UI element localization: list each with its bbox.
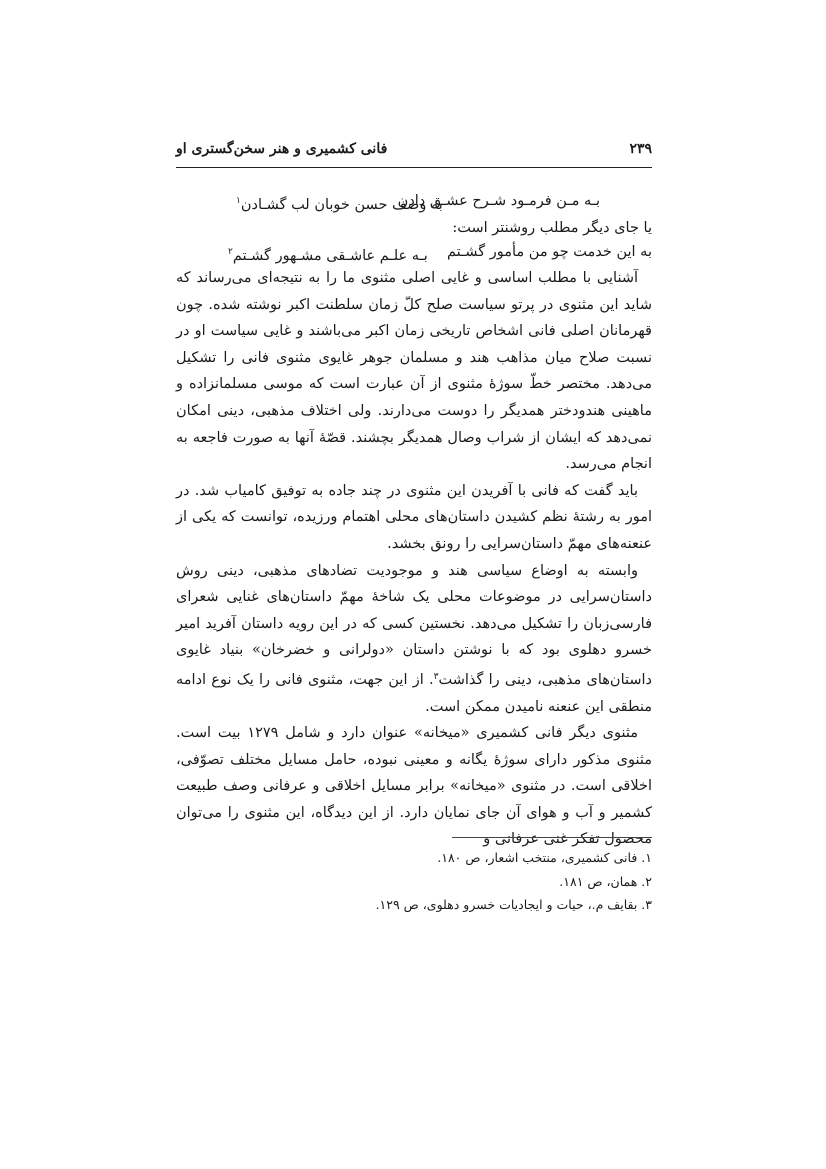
body-text <box>176 265 652 853</box>
verse-2-second-text: بـه علـم عاشـقی مشـهور گشـتم <box>232 248 428 264</box>
footnote-3: ۳. بقایف م.، حیات و ایجادیات خسرو دهلوی، ص ۱۲۹. <box>375 897 652 912</box>
running-header <box>176 137 652 168</box>
intro-line: یا جای دیگر مطلب روشنتر است: <box>452 220 652 236</box>
verse-1-second-hemistich <box>236 190 443 216</box>
paragraph-2: باید گفت که فانی با آفریدن این مثنوی در چند جاده به توفیق کامیاب شد. در امور به رشتۀ نظم کشیدن داستان‌های محلی اهتمام ورزیده، توانست که یکی از عنعنه‌های مهمّ داستان‌سرایی را رونق بخشد. <box>176 482 652 552</box>
footnote-separator <box>452 837 652 838</box>
verse-couplet-2 <box>176 241 652 263</box>
paragraph-1: آشنایی با مطلب اساسی و غایی اصلی مثنوی ما را به نتیجه‌ای می‌رساند که شاید این مثنوی در پرتو سیاست صلح کلّ زمان سلطنت اکبر نوشته شده. چون قهرمانان اصلی فانی اشخاص تاریخی زمان اکبر می‌باشند و غایی سیاست او در نسبت صلاح میان مذاهب هند و مسلمان جوهر غایوی مثنوی فانی را تشکیل می‌دهد. مختصر خطّ سوژۀ مثنوی از آن عبارت است که موسی مسلمانزاده و ماهینی هندودختر همدیگر را دوست می‌دارند. ولی اختلاف مذهبی، دینی امکان نمی‌دهد که ایشان از شراب وصال همدیگر بچشند. قصّۀ آنها به صورت فاجعه به انجام می‌رسد. <box>176 270 652 473</box>
footnotes <box>300 846 652 917</box>
paragraph-3-end: . از این جهت، مثنوی فانی را یک نوع ادامه منطقی این عنعنه نامیدن ممکن است. <box>176 671 652 715</box>
footnote-1: ۱. فانی کشمیری، منتخب اشعار، ص ۱۸۰. <box>437 850 652 865</box>
paragraph-3 <box>176 558 652 721</box>
footnote-ref-2: ۲ <box>228 247 233 257</box>
footnote-2: ۲. همان، ص ۱۸۱. <box>559 873 652 889</box>
verse-1-second-text: به وصف حسن خوبان لب گشـادن <box>240 197 443 213</box>
verse-2-second-hemistich <box>228 241 428 267</box>
paragraph-4: مثنوی دیگر فانی کشمیری «میخانه» عنوان دارد و شامل ۱۲۷۹ بیت است. مثنوی مذکور دارای سوژۀ یگانه و معینی نبوده، حامل مسایل مختلف تصوّفی، اخلاقی است. در مثنوی «میخانه» برابر مسایل اخلاقی و عرفانی وصف طبیعت کشمیر و آب و هوای آن جای نمایان دارد. از این دیدگاه، این مثنوی را می‌توان محصول تفکر غنی عرفانی و <box>176 725 652 848</box>
verse-couplet-1 <box>176 190 600 212</box>
footnote-ref-3: ۳ <box>433 671 439 682</box>
verse-1-first-hemistich: بـه مـن فرمـود شـرح عشـق دادن <box>397 193 600 209</box>
verse-2-first-hemistich: به این خدمت چو من مأمور گشـتم <box>447 244 652 260</box>
footnote-ref-1: ۱ <box>236 196 241 206</box>
page-number: ۲۳۹ <box>629 141 652 157</box>
running-title: فانی کشمیری و هنر سخن‌گستری او <box>176 141 388 157</box>
paragraph-3-text: وابسته به اوضاع سیاسی هند و موجودیت تضادهای مذهبی، دینی روش داستان‌سرایی در موضوعات محلی یک شاخۀ مهمّ داستان‌های غنایی شعرای فارسی‌زبان را تشکیل می‌دهد. نخستین کسی که در این رویه داستان آفرید امیر خسرو دهلوی بود که با نوشتن داستان «دولرانی و خضرخان» بنیاد غایوی داستان‌های مذهبی، دینی را گذاشت <box>176 562 652 688</box>
